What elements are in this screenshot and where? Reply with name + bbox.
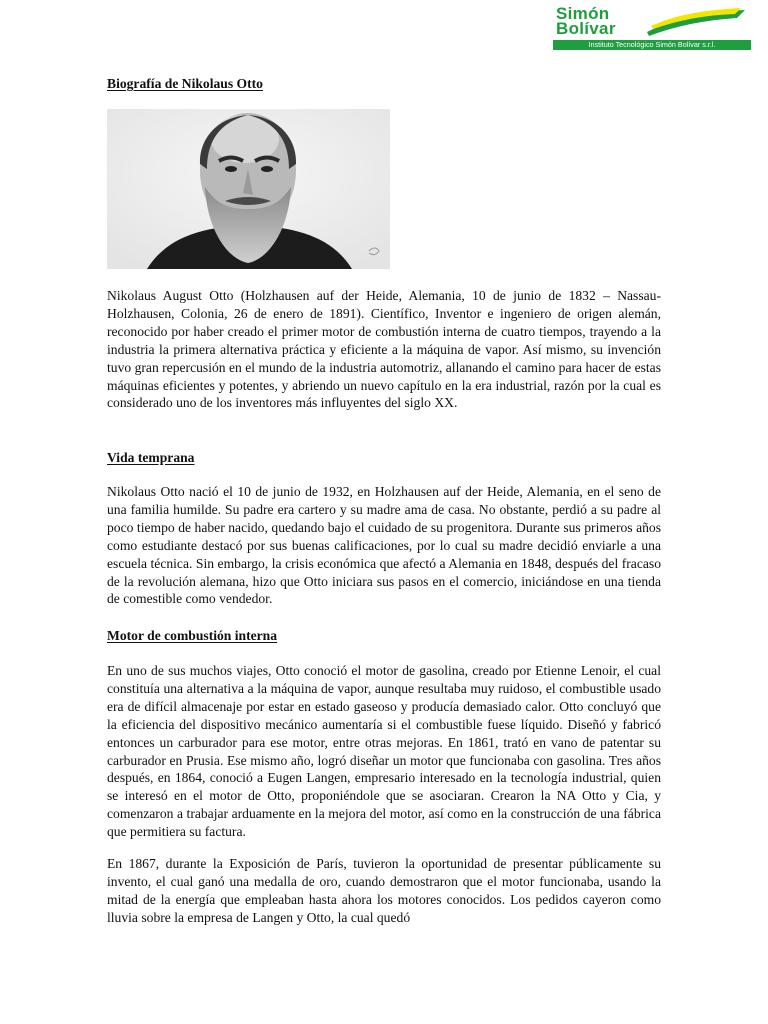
page-title: Biografía de Nikolaus Otto [107,76,263,91]
logo-tagline: Instituto Tecnológico Simón Bolívar s.r.l. [553,40,751,50]
logo-line-2: Bolívar [556,19,616,38]
section-heading-motor: Motor de combustión interna [107,628,278,643]
section-paragraph-motor-2: En 1867, durante la Exposición de París, tuvieron la oportunidad de presentar públicamente su invento, el cual ganó una medalla de oro, cuando demostraron que el motor funcionaba, usando la mitad de la energía que empleaban hasta ahora los motores conocidos. Los pedidos cayeron como lluvia sobre la empresa de Langen y Otto, la cual quedó [107,856,661,925]
section-paragraph-vida-temprana: Nikolaus Otto nació el 10 de junio de 1932, en Holzhausen auf der Heide, Alemania, en el seno de una familia humilde. Su padre era cartero y su madre ama de casa. No obstante, perdió a su padre al poco tiempo de haber nacido, quedando bajo el cuidado de su progenitora. Durante sus primeros años como estudiante destacó por sus buenas calificaciones, por lo cual su madre decidió enviarle a una escuela técnica. Sin embargo, la crisis económica que afectó a Alemania en 1848, después del fracaso de la revolución alemana, hizo que Otto iniciara sus pasos en el comercio, iniciándose en una tienda de comestible como vendedor. [107,484,661,607]
swoosh-icon [645,8,749,38]
logo-line-1: Simón [556,4,610,23]
logo-wordmark [556,6,616,36]
institute-logo [553,5,751,50]
portrait-photo [107,109,390,269]
intro-paragraph: Nikolaus August Otto (Holzhausen auf der Heide, Alemania, 10 de junio de 1832 – Nassau-Holzhausen, Colonia, 26 de enero de 1891). Científico, Inventor e ingeniero de origen alemán, reconocido por haber creado el primer motor de combustión interna de cuatro tiempos, trayendo a la industria la primera alternativa práctica y eficiente a la máquina de vapor. Así mismo, su invención tuvo gran repercusión en el mundo de la industria automotriz, allanando el camino para hacer de estas máquinas eficientes y potentes, y abriendo un nuevo capítulo en la era industrial, razón por la cual es considerado uno de los inventores más influyentes del siglo XX. [107,288,661,411]
section-paragraph-motor-1: En uno de sus muchos viajes, Otto conoció el motor de gasolina, creado por Etienne Lenoir, el cual constituía una alternativa a la máquina de vapor, aunque resultaba muy ruidoso, el combustible usado era de difícil almacenaje por estar en estado gaseoso y producía demasiado calor. Otto concluyó que la eficiencia del dispositivo mecánico aumentaría si el combustible fuese líquido. Diseñó y fabricó entonces un carburador para ese motor, entre otras mejoras. En 1861, trató en vano de patentar su carburador en Prusia. Ese mismo año, logró diseñar un motor que funcionaba con gasolina. Tres años después, en 1864, conoció a Eugen Langen, empresario interesado en la tecnología industrial, quien se interesó en el motor de Otto, proponiéndole que se asociaran. Crearon la NA Otto y Cia, y comenzaron a trabajar arduamente en la mejora del motor, así como en la construcción de una fábrica que permitiera su factura. [107,663,661,840]
section-heading-vida-temprana: Vida temprana [107,450,195,465]
